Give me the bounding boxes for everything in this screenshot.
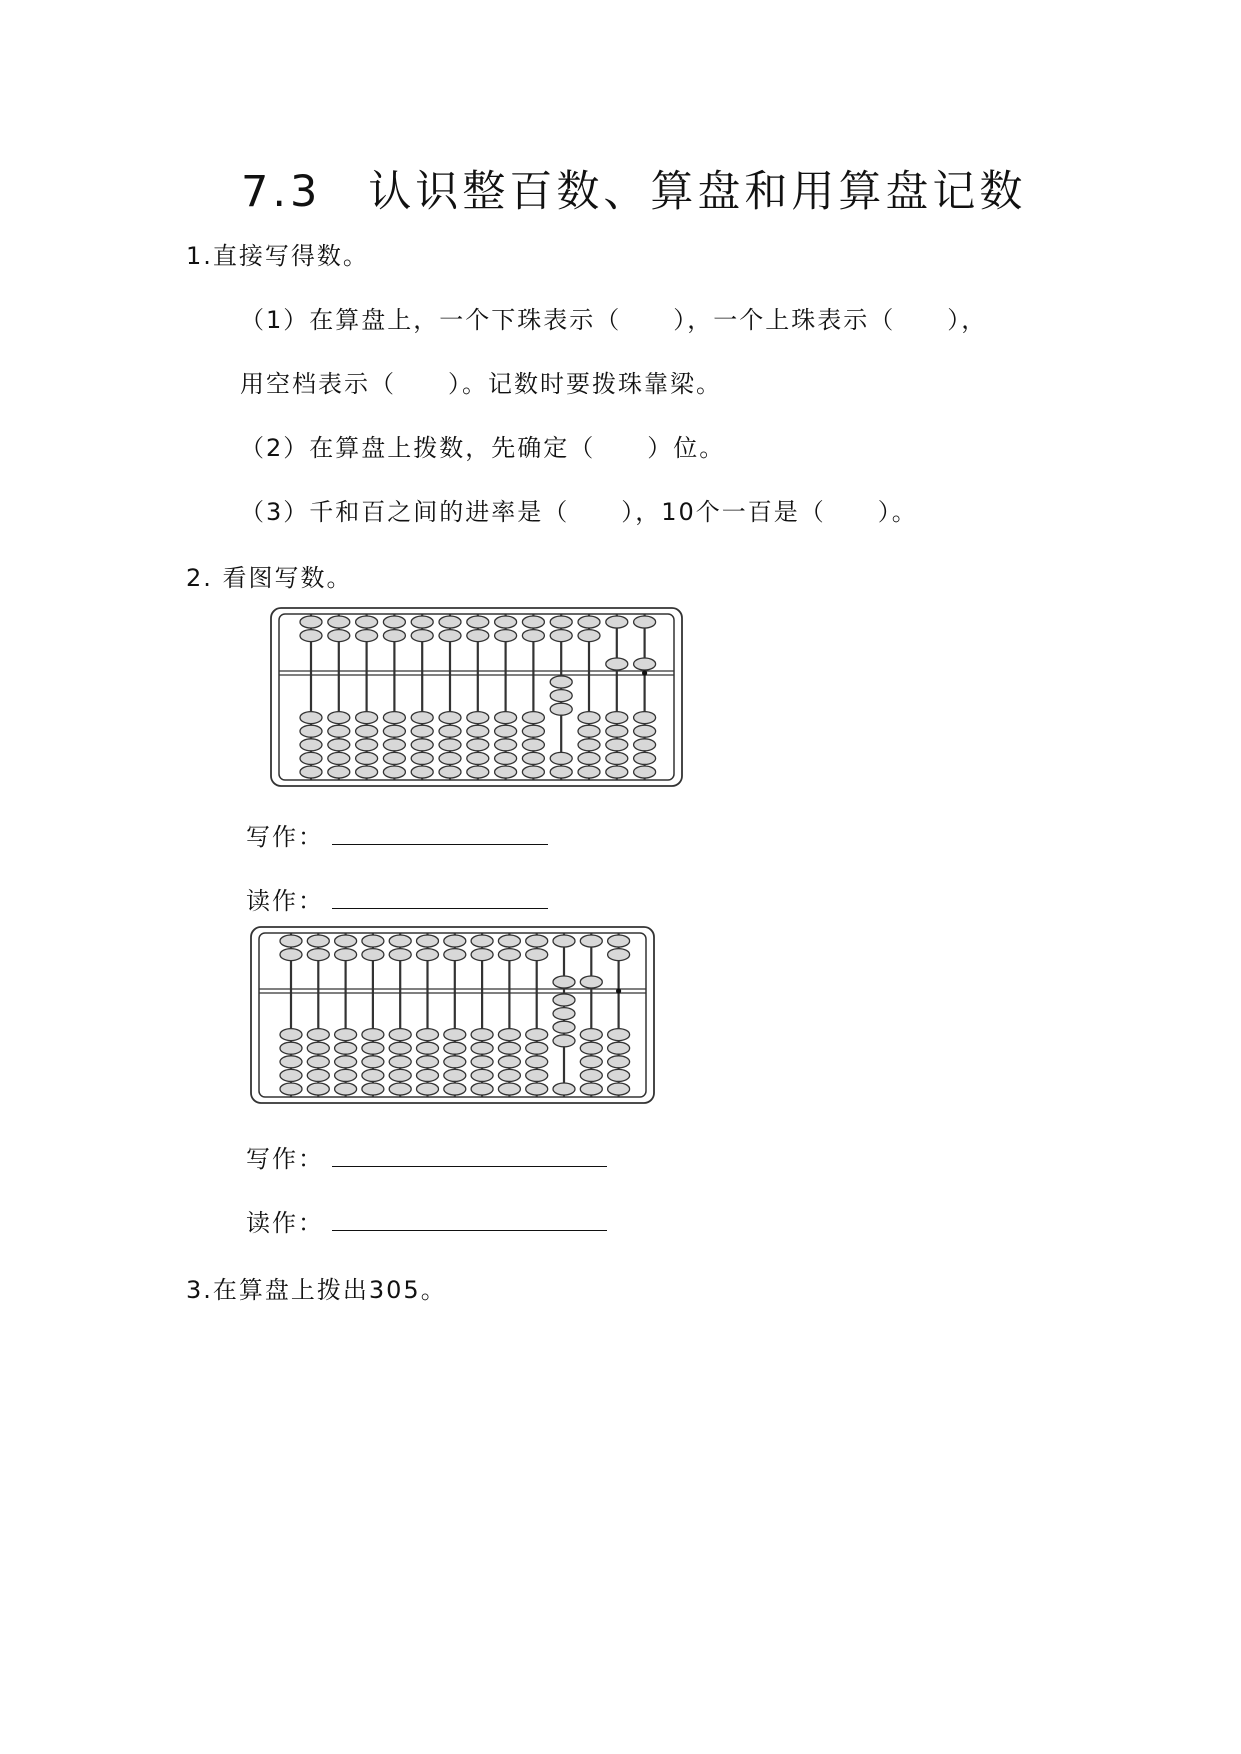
abacus-upper-bead <box>606 616 628 628</box>
abacus-lower-bead <box>356 752 378 764</box>
abacus-upper-bead <box>526 935 548 947</box>
read-answer-line-1[interactable] <box>332 908 548 909</box>
abacus-lower-bead <box>578 725 600 737</box>
abacus-unit-dot <box>616 988 621 993</box>
abacus-upper-bead <box>498 935 520 947</box>
abacus-upper-bead <box>444 949 466 961</box>
abacus-lower-bead <box>498 1056 520 1068</box>
abacus-upper-bead <box>522 630 544 642</box>
abacus-lower-bead <box>356 739 378 751</box>
abacus-upper-bead <box>608 949 630 961</box>
abacus-lower-bead <box>526 1029 548 1041</box>
abacus-lower-bead <box>439 739 461 751</box>
abacus-lower-bead <box>606 752 628 764</box>
abacus-upper-bead <box>444 935 466 947</box>
abacus-upper-bead <box>439 630 461 642</box>
abacus-lower-bead <box>335 1083 357 1095</box>
abacus-upper-bead <box>498 949 520 961</box>
abacus-lower-bead <box>580 1029 602 1041</box>
abacus-lower-bead <box>467 739 489 751</box>
abacus-lower-bead <box>467 712 489 724</box>
abacus-lower-bead <box>439 766 461 778</box>
abacus-lower-bead <box>471 1029 493 1041</box>
abacus-upper-bead <box>300 616 322 628</box>
abacus-lower-bead <box>389 1029 411 1041</box>
abacus-upper-bead <box>553 935 575 947</box>
abacus-upper-bead <box>307 935 329 947</box>
abacus-lower-bead <box>417 1042 439 1054</box>
abacus-lower-bead <box>307 1069 329 1081</box>
abacus-lower-bead <box>335 1029 357 1041</box>
abacus-1 <box>271 608 682 786</box>
abacus-lower-bead <box>526 1042 548 1054</box>
abacus-lower-bead <box>580 1069 602 1081</box>
abacus-lower-bead <box>580 1083 602 1095</box>
abacus-lower-bead <box>580 1056 602 1068</box>
abacus-lower-bead <box>550 676 572 688</box>
abacus-lower-bead <box>444 1029 466 1041</box>
abacus-upper-bead <box>280 949 302 961</box>
abacus-lower-bead <box>280 1083 302 1095</box>
abacus-upper-bead <box>383 616 405 628</box>
abacus-lower-bead <box>444 1083 466 1095</box>
abacus-lower-bead <box>389 1083 411 1095</box>
abacus-lower-bead <box>362 1083 384 1095</box>
abacus-lower-bead <box>417 1069 439 1081</box>
abacus-lower-bead <box>550 703 572 715</box>
abacus-lower-bead <box>467 725 489 737</box>
abacus-lower-bead <box>356 712 378 724</box>
abacus-lower-bead <box>471 1056 493 1068</box>
abacus-lower-bead <box>467 766 489 778</box>
abacus-upper-bead <box>580 976 602 988</box>
abacus-lower-bead <box>300 725 322 737</box>
abacus-upper-bead <box>362 935 384 947</box>
abacus-lower-bead <box>550 690 572 702</box>
abacus-upper-bead <box>335 949 357 961</box>
abacus-lower-bead <box>383 712 405 724</box>
page-title: 7.3 认识整百数、算盘和用算盘记数 <box>241 167 1027 217</box>
abacus-lower-bead <box>411 752 433 764</box>
abacus-lower-bead <box>498 1083 520 1095</box>
abacus-lower-bead <box>578 766 600 778</box>
abacus-lower-bead <box>300 752 322 764</box>
abacus-lower-bead <box>335 1042 357 1054</box>
abacus-lower-bead <box>498 1029 520 1041</box>
abacus-upper-bead <box>467 630 489 642</box>
abacus-lower-bead <box>411 739 433 751</box>
abacus-lower-bead <box>608 1029 630 1041</box>
abacus-lower-bead <box>553 1021 575 1033</box>
abacus-lower-bead <box>417 1083 439 1095</box>
abacus-lower-bead <box>444 1042 466 1054</box>
abacus-lower-bead <box>580 1042 602 1054</box>
q1-line-4: （3）千和百之间的进率是（ ），10个一百是（ ）。 <box>240 498 918 526</box>
abacus-lower-bead <box>526 1083 548 1095</box>
write-answer-line-2[interactable] <box>332 1166 607 1167</box>
abacus-lower-bead <box>356 766 378 778</box>
abacus-lower-bead <box>606 712 628 724</box>
write-label-1: 写作： <box>246 823 324 851</box>
abacus-lower-bead <box>439 712 461 724</box>
abacus-upper-bead <box>411 616 433 628</box>
q1-line-3: （2）在算盘上拨数，先确定（ ）位。 <box>240 434 726 462</box>
abacus-upper-bead <box>550 630 572 642</box>
abacus-lower-bead <box>417 1029 439 1041</box>
abacus-upper-bead <box>580 935 602 947</box>
abacus-upper-bead <box>471 949 493 961</box>
abacus-lower-bead <box>280 1069 302 1081</box>
abacus-lower-bead <box>383 739 405 751</box>
abacus-upper-bead <box>495 616 517 628</box>
abacus-upper-bead <box>417 949 439 961</box>
abacus-lower-bead <box>608 1069 630 1081</box>
abacus-upper-bead <box>578 616 600 628</box>
abacus-lower-bead <box>522 725 544 737</box>
q1-line-2: 用空档表示（ ）。记数时要拨珠靠梁。 <box>240 370 722 398</box>
abacus-lower-bead <box>495 725 517 737</box>
abacus-lower-bead <box>383 766 405 778</box>
abacus-lower-bead <box>328 739 350 751</box>
abacus-upper-bead <box>495 630 517 642</box>
abacus-lower-bead <box>578 712 600 724</box>
abacus-upper-bead <box>606 658 628 670</box>
abacus-lower-bead <box>389 1042 411 1054</box>
abacus-upper-bead <box>335 935 357 947</box>
abacus-lower-bead <box>578 752 600 764</box>
abacus-lower-bead <box>471 1069 493 1081</box>
abacus-lower-bead <box>300 712 322 724</box>
abacus-lower-bead <box>578 739 600 751</box>
abacus-lower-bead <box>280 1042 302 1054</box>
abacus-lower-bead <box>606 766 628 778</box>
read-label-2: 读作： <box>246 1209 324 1237</box>
abacus-upper-bead <box>307 949 329 961</box>
abacus-upper-bead <box>471 935 493 947</box>
abacus-lower-bead <box>335 1069 357 1081</box>
abacus-upper-bead <box>362 949 384 961</box>
q1-line-1: （1）在算盘上，一个下珠表示（ ），一个上珠表示（ ）， <box>240 306 988 334</box>
write-label-2: 写作： <box>246 1145 324 1173</box>
abacus-lower-bead <box>634 766 656 778</box>
abacus-upper-bead <box>522 616 544 628</box>
abacus-upper-bead <box>389 949 411 961</box>
abacus-upper-bead <box>553 976 575 988</box>
abacus-lower-bead <box>411 766 433 778</box>
abacus-upper-bead <box>550 616 572 628</box>
abacus-lower-bead <box>444 1069 466 1081</box>
abacus-lower-bead <box>634 752 656 764</box>
abacus-lower-bead <box>300 766 322 778</box>
read-answer-line-2[interactable] <box>332 1230 607 1231</box>
abacus-lower-bead <box>495 766 517 778</box>
abacus-lower-bead <box>411 712 433 724</box>
abacus-lower-bead <box>634 712 656 724</box>
abacus-lower-bead <box>471 1042 493 1054</box>
abacus-lower-bead <box>550 766 572 778</box>
abacus-lower-bead <box>522 712 544 724</box>
abacus-lower-bead <box>335 1056 357 1068</box>
abacus-upper-bead <box>608 935 630 947</box>
abacus-upper-bead <box>356 630 378 642</box>
abacus-lower-bead <box>444 1056 466 1068</box>
abacus-lower-bead <box>522 739 544 751</box>
abacus-lower-bead <box>356 725 378 737</box>
abacus-lower-bead <box>498 1042 520 1054</box>
abacus-lower-bead <box>553 1035 575 1047</box>
abacus-upper-bead <box>467 616 489 628</box>
abacus-lower-bead <box>389 1056 411 1068</box>
abacus-unit-dot <box>642 670 647 675</box>
abacus-lower-bead <box>439 725 461 737</box>
abacus-lower-bead <box>553 1008 575 1020</box>
abacus-lower-bead <box>328 712 350 724</box>
abacus-upper-bead <box>417 935 439 947</box>
abacus-lower-bead <box>411 725 433 737</box>
abacus-lower-bead <box>328 766 350 778</box>
abacus-lower-bead <box>608 1056 630 1068</box>
abacus-lower-bead <box>362 1042 384 1054</box>
abacus-upper-bead <box>383 630 405 642</box>
abacus-lower-bead <box>522 752 544 764</box>
abacus-lower-bead <box>498 1069 520 1081</box>
abacus-lower-bead <box>467 752 489 764</box>
abacus-upper-bead <box>411 630 433 642</box>
abacus-lower-bead <box>280 1056 302 1068</box>
abacus-lower-bead <box>307 1056 329 1068</box>
abacus-lower-bead <box>439 752 461 764</box>
abacus-lower-bead <box>307 1042 329 1054</box>
q1-heading: 1.直接写得数。 <box>186 242 369 270</box>
q2-heading: 2. 看图写数。 <box>186 564 353 592</box>
abacus-lower-bead <box>608 1042 630 1054</box>
abacus-upper-bead <box>356 616 378 628</box>
abacus-lower-bead <box>471 1083 493 1095</box>
abacus-upper-bead <box>328 616 350 628</box>
abacus-upper-bead <box>634 658 656 670</box>
abacus-lower-bead <box>383 752 405 764</box>
abacus-lower-bead <box>328 725 350 737</box>
abacus-lower-bead <box>300 739 322 751</box>
write-answer-line-1[interactable] <box>332 844 548 845</box>
abacus-upper-bead <box>389 935 411 947</box>
abacus-lower-bead <box>495 712 517 724</box>
abacus-upper-bead <box>526 949 548 961</box>
abacus-upper-bead <box>634 616 656 628</box>
abacus-lower-bead <box>526 1069 548 1081</box>
abacus-upper-bead <box>328 630 350 642</box>
abacus-lower-bead <box>328 752 350 764</box>
abacus-upper-bead <box>280 935 302 947</box>
abacus-lower-bead <box>389 1069 411 1081</box>
abacus-2 <box>251 927 654 1103</box>
read-label-1: 读作： <box>246 887 324 915</box>
abacus-lower-bead <box>362 1056 384 1068</box>
abacus-lower-bead <box>495 752 517 764</box>
abacus-lower-bead <box>307 1029 329 1041</box>
abacus-lower-bead <box>553 1083 575 1095</box>
abacus-lower-bead <box>608 1083 630 1095</box>
abacus-lower-bead <box>383 725 405 737</box>
abacus-upper-bead <box>578 630 600 642</box>
abacus-lower-bead <box>606 725 628 737</box>
abacus-lower-bead <box>634 725 656 737</box>
abacus-lower-bead <box>417 1056 439 1068</box>
abacus-lower-bead <box>362 1069 384 1081</box>
abacus-lower-bead <box>362 1029 384 1041</box>
abacus-lower-bead <box>550 752 572 764</box>
abacus-lower-bead <box>307 1083 329 1095</box>
abacus-lower-bead <box>606 739 628 751</box>
abacus-lower-bead <box>553 994 575 1006</box>
abacus-lower-bead <box>522 766 544 778</box>
abacus-lower-bead <box>526 1056 548 1068</box>
abacus-lower-bead <box>280 1029 302 1041</box>
abacus-upper-bead <box>300 630 322 642</box>
abacus-lower-bead <box>495 739 517 751</box>
abacus-upper-bead <box>439 616 461 628</box>
q3-heading: 3.在算盘上拨出305。 <box>186 1276 447 1304</box>
abacus-lower-bead <box>634 739 656 751</box>
